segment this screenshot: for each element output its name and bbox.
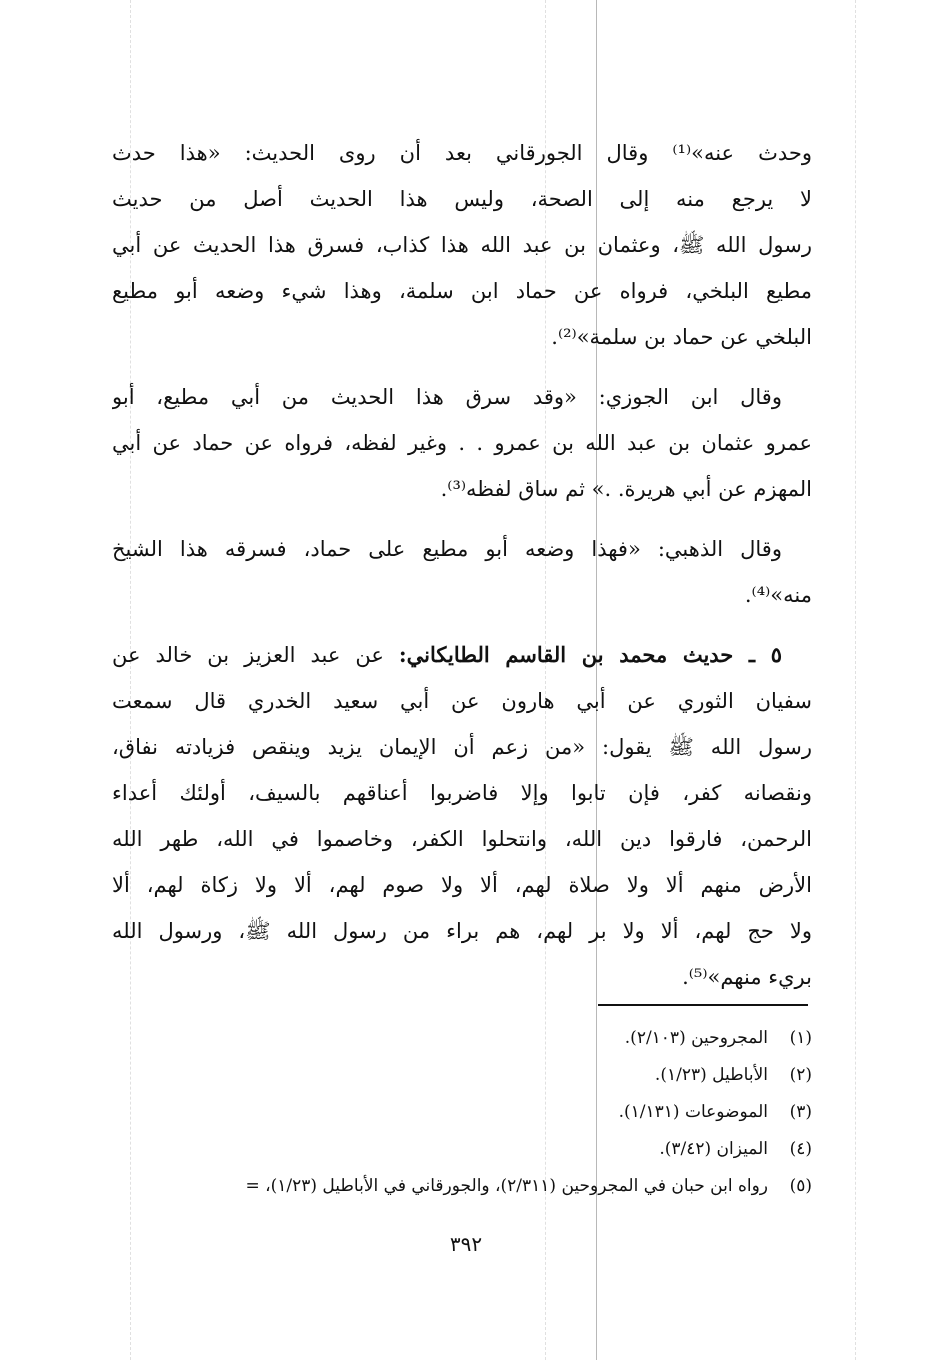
paragraph-hadith-5 xyxy=(112,632,812,1000)
text-line xyxy=(112,632,812,678)
footnote-item xyxy=(112,1168,812,1205)
text-line: وقال ابن الجوزي: «وقد سرق هذا الحديث من أبي مطيع، أبو xyxy=(112,385,782,409)
footnotes xyxy=(112,1020,812,1205)
footnote-number: (١) xyxy=(789,1028,812,1048)
text-line: بريء منهم»⁽⁵⁾. xyxy=(682,965,812,989)
footnote-text: الأباطيل (١/٢٣). xyxy=(654,1065,768,1085)
footnote-separator xyxy=(598,1004,808,1006)
main-text xyxy=(112,130,812,1014)
footnote-number: (٥) xyxy=(789,1176,812,1196)
footnote-text: المجروحين (٢/١٠٣). xyxy=(624,1028,768,1048)
footnote-item xyxy=(112,1094,812,1131)
text-line: وقال الذهبي: «فهذا وضعه أبو مطيع على حماد، فسرقه هذا الشيخ xyxy=(112,537,782,561)
text-line: وحدث عنه»⁽¹⁾ وقال الجورقاني بعد أن روى الحديث: «هذا حدث xyxy=(112,141,812,165)
page-number: ٣٩٢ xyxy=(449,1232,483,1256)
text-line: منه»⁽⁴⁾. xyxy=(744,583,812,607)
footnote-item xyxy=(112,1057,812,1094)
footnote-number: (٤) xyxy=(789,1139,812,1159)
text-line: سفيان الثوري عن أبي هارون عن أبي سعيد الخدري قال سمعت xyxy=(112,689,812,713)
text-line: عمرو عثمان بن عبد الله بن عمرو . . وغير لفظه، فرواه عن حماد عن أبي xyxy=(112,431,812,455)
scan-guide-line xyxy=(855,0,856,1360)
text-line: رسول الله ﷺ، وعثمان بن عبد الله هذا كذاب، فسرق هذا الحديث عن أبي xyxy=(112,233,812,257)
footnote-text: رواه ابن حبان في المجروحين (٢/٣١١)، والجورقاني في الأباطيل (١/٢٣)، = xyxy=(245,1176,768,1196)
text-line: البلخي عن حماد بن سلمة»⁽²⁾. xyxy=(551,325,812,349)
text-line: الأرض منهم ألا ولا صلاة لهم، ألا ولا صوم لهم، ألا ولا زكاة لهم، ألا xyxy=(112,873,812,897)
footnote-item xyxy=(112,1020,812,1057)
text-line: لا يرجع منه إلى الصحة، وليس هذا الحديث أصل من حديث xyxy=(112,187,812,211)
text-line: رسول الله ﷺ يقول: «من زعم أن الإيمان يزيد وينقص فزيادته نفاق، xyxy=(112,735,812,759)
footnote-text: الموضوعات (١/١٣١). xyxy=(618,1102,768,1122)
heading-continuation: عن عبد العزيز بن خالد عن xyxy=(112,643,399,667)
paragraph-ibn-al-jawzi xyxy=(112,374,812,512)
paragraph-dhahabi xyxy=(112,526,812,618)
footnote-number: (٣) xyxy=(789,1102,812,1122)
text-line: الرحمن، فارقوا دين الله، وانتحلوا الكفر، وخاصموا في الله، طهر الله xyxy=(112,827,812,851)
footnote-number: (٢) xyxy=(789,1065,812,1085)
footnote-text: الميزان (٣/٤٢). xyxy=(659,1139,768,1159)
hadith-heading: ٥ ـ حديث محمد بن القاسم الطايكاني: xyxy=(398,642,782,667)
text-line: ونقصانه كفر، فإن تابوا وإلا فاضربوا أعناقهم بالسيف، أولئك أعداء xyxy=(112,781,812,805)
footnote-item xyxy=(112,1131,812,1168)
text-line: مطيع البلخي، فرواه عن حماد ابن سلمة، وهذا شيء وضعه أبو مطيع xyxy=(112,279,812,303)
text-line: ولا حج لهم، ألا ولا بر لهم، هم براء من رسول الله ﷺ، ورسول الله xyxy=(112,919,812,943)
text-line: المهزم عن أبي هريرة. .» ثم ساق لفظه⁽³⁾. xyxy=(440,477,812,501)
paragraph-jawraqani xyxy=(112,130,812,360)
